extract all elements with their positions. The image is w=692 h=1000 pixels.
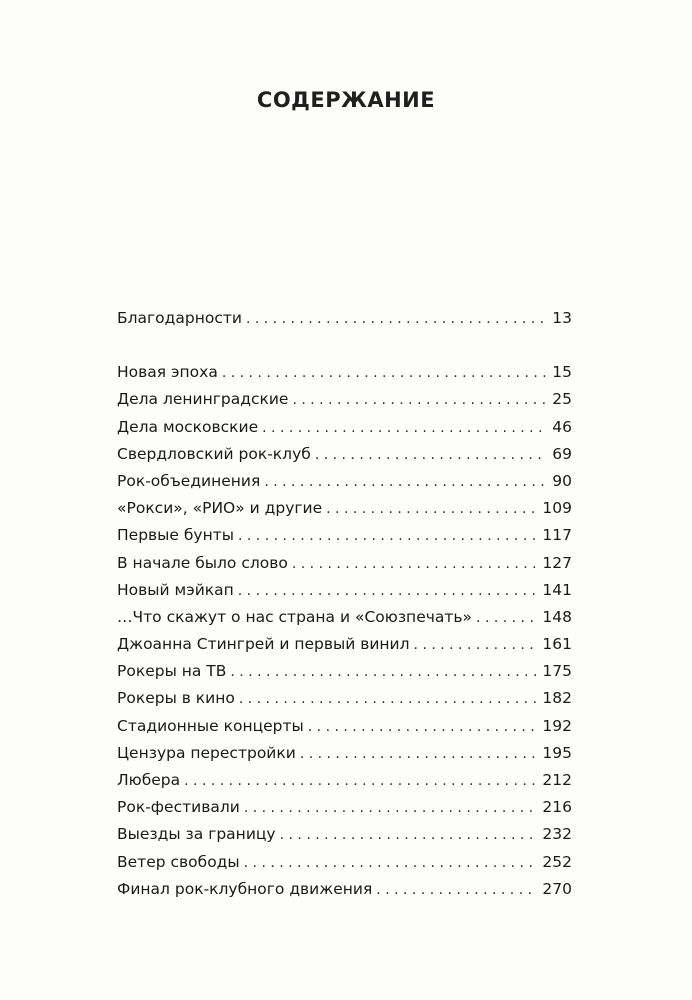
toc-entry-page: 148 <box>542 607 572 626</box>
toc-entry[interactable] <box>117 386 572 413</box>
toc-entry[interactable] <box>117 550 572 577</box>
toc-entry-title: Выезды за границу <box>117 825 276 844</box>
toc-entry-page: 13 <box>552 309 572 327</box>
toc-entry-title: Финал рок-клубного движения <box>117 879 373 898</box>
toc-entry[interactable] <box>117 794 572 821</box>
toc-entry-title: Рок-фестивали <box>117 798 240 817</box>
toc-entry-title: Цензура перестройки <box>117 743 296 762</box>
toc-entry-page: 90 <box>552 471 572 490</box>
toc-dot-leader <box>300 741 537 767</box>
toc-entry-title: Дела московские <box>117 417 259 436</box>
toc-entry-page: 195 <box>542 743 572 762</box>
toc-entry-page: 25 <box>552 390 572 409</box>
toc-entry-title: Ветер свободы <box>117 852 240 871</box>
toc-entry-title: Новый мэйкап <box>117 580 234 599</box>
toc-entry[interactable] <box>117 821 572 848</box>
toc-entry-page: 270 <box>542 879 572 898</box>
toc-entry-page: 141 <box>542 580 572 599</box>
toc-entry-title: «Рокси», «РИО» и другие <box>117 499 323 518</box>
toc-entry[interactable] <box>117 767 572 794</box>
toc-entry-page: 252 <box>542 852 572 871</box>
toc-entry[interactable] <box>117 604 572 631</box>
toc-entry[interactable] <box>117 631 572 658</box>
toc-entry[interactable] <box>117 876 572 903</box>
toc-entry[interactable] <box>117 522 572 549</box>
page-title: СОДЕРЖАНИЕ <box>256 88 436 112</box>
toc-dot-leader <box>315 442 546 468</box>
toc-dot-leader <box>376 877 536 903</box>
toc-dot-leader <box>238 523 536 549</box>
toc-entry-title: Первые бунты <box>117 526 234 545</box>
toc-entry[interactable] <box>117 305 572 332</box>
toc-entry[interactable] <box>117 495 572 522</box>
toc-entry[interactable] <box>117 658 572 685</box>
toc-entry-page: 109 <box>542 499 572 518</box>
toc-entry-page: 46 <box>552 417 572 436</box>
toc-entry-title: Рок-объединения <box>117 471 261 490</box>
toc-entry[interactable] <box>117 441 572 468</box>
toc-entry-page: 15 <box>552 363 572 382</box>
toc-dot-leader <box>222 360 546 386</box>
toc-dot-leader <box>280 822 537 848</box>
toc-entry-page: 216 <box>542 798 572 817</box>
toc-dot-leader <box>244 795 537 821</box>
toc-entry-page: 117 <box>542 526 572 545</box>
toc-entry-page: 192 <box>542 716 572 735</box>
toc-dot-leader <box>476 605 536 631</box>
toc-entry[interactable] <box>117 359 572 386</box>
toc-dot-leader <box>262 415 546 441</box>
toc-dot-leader <box>264 469 546 495</box>
toc-entry[interactable] <box>117 713 572 740</box>
toc-entry-title: Рокеры в кино <box>117 689 235 708</box>
toc-dot-leader <box>238 578 537 604</box>
toc-entry-page: 212 <box>542 771 572 789</box>
toc-entry[interactable] <box>117 685 572 712</box>
toc-entry-title: Рокеры на ТВ <box>117 662 227 681</box>
toc-dot-leader <box>308 714 537 740</box>
toc-dot-leader <box>239 686 537 712</box>
toc-entry-page: 69 <box>552 444 572 463</box>
toc-entry-title: Дела ленинградские <box>117 390 289 409</box>
toc-dot-leader <box>292 387 546 413</box>
toc-dot-leader <box>244 850 537 876</box>
toc-entry-page: 161 <box>542 635 572 654</box>
toc-entry-title: Новая эпоха <box>117 363 218 382</box>
toc-entry[interactable] <box>117 577 572 604</box>
toc-entry-page: 127 <box>542 553 572 572</box>
toc-dot-leader <box>414 632 537 658</box>
toc-entry[interactable] <box>117 849 572 876</box>
toc-dot-leader <box>184 768 536 794</box>
toc-entry-page: 175 <box>542 662 572 681</box>
toc-dot-leader <box>292 551 537 577</box>
toc-entry-title: Свердловский рок-клуб <box>117 444 311 463</box>
toc-entry[interactable] <box>117 468 572 495</box>
toc-entry-title: Любера <box>117 771 181 789</box>
toc-dot-leader <box>246 306 546 332</box>
toc-dot-leader <box>230 659 536 685</box>
table-of-contents <box>117 305 572 903</box>
toc-entry-title: Джоанна Стингрей и первый винил <box>117 635 410 654</box>
toc-entry-title: Стадионные концерты <box>117 716 304 735</box>
toc-dot-leader <box>326 496 536 522</box>
toc-entry-title: …Что скажут о нас страна и «Союзпечать» <box>117 607 473 626</box>
toc-entry-title: Благодарности <box>117 309 242 327</box>
toc-entry-page: 232 <box>542 825 572 844</box>
toc-entry[interactable] <box>117 740 572 767</box>
toc-entry-page: 182 <box>542 689 572 708</box>
toc-entry-title: В начале было слово <box>117 553 288 572</box>
toc-entry[interactable] <box>117 414 572 441</box>
